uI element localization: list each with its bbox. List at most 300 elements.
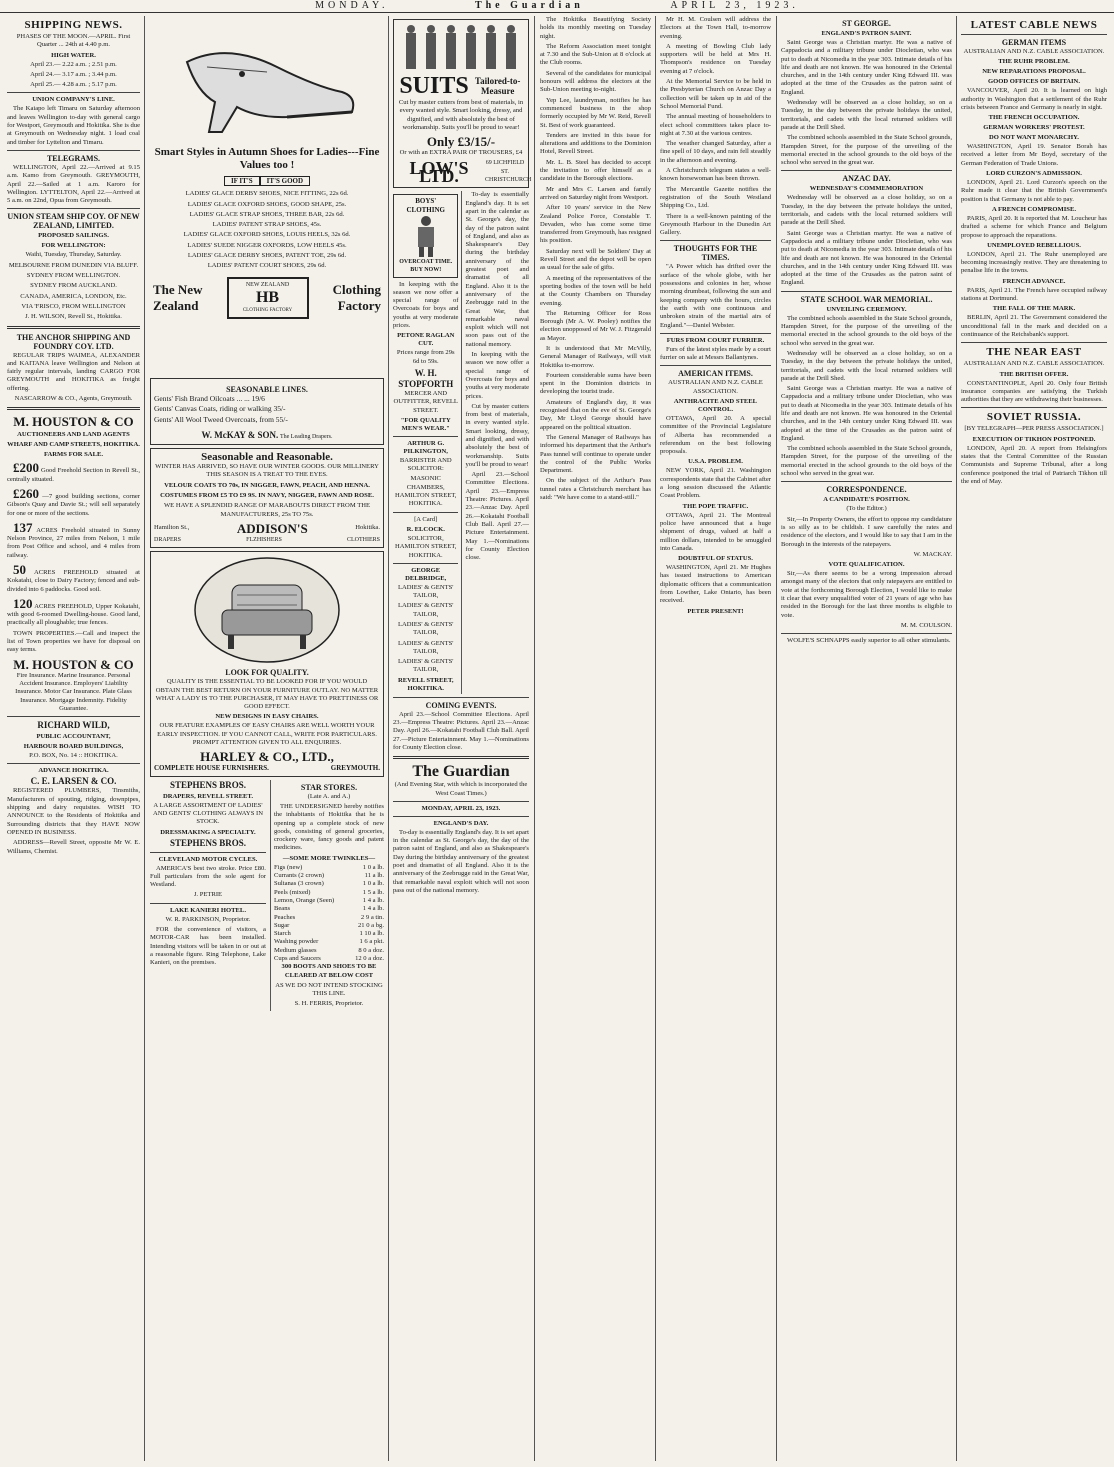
anzac-heading: ANZAC DAY.	[842, 174, 891, 184]
price-row	[274, 905, 384, 913]
lake-owner: W. R. PARKINSON, Proprietor.	[165, 915, 251, 923]
price-value: 1 4 a lb.	[362, 896, 384, 904]
star-proprietor: S. H. FERRIS, Proprietor.	[294, 1000, 364, 1008]
guardian-title: The Guardian	[412, 763, 510, 781]
addison-text: WINTER HAS ARRIVED, SO HAVE OUR WINTER GOODS. OUR MILLINERY THIS SEASON IS A TREAT TO THE EYES.	[155, 463, 379, 479]
price-list	[274, 864, 384, 964]
stopforth-subtitle: MERCER AND OUTFITTER, REVELL STREET.	[393, 389, 458, 414]
delbridge-line: LADIES' & GENTS' TAILOR,	[397, 658, 454, 674]
memorial-heading: STATE SCHOOL WAR MEMORIAL.	[800, 294, 933, 304]
thoughts-text: "A Power which has drifted over the surface of the whole globe, with her possessions and colonies in her, whose morning drumbeat, following the sun and keeping company with the hours, circles the earth with one continuous and unbroken strain of the martial airs of England."—Daniel Webster.	[660, 263, 771, 329]
price-row	[274, 930, 384, 938]
local-news: Yep Lee, laundryman, notifies he has commenced business in the shop formerly occupied by Mr W. Reid, Revell St. Best of work guaranteed.	[540, 96, 651, 129]
houston-subtitle: AUCTIONEERS AND LAND AGENTS	[17, 431, 130, 439]
advance-hokitika: ADVANCE HOKITIKA.	[38, 767, 109, 775]
advance-text: PARIS, April 21. The French have occupied railway stations at Dortmund.	[961, 286, 1107, 303]
unveiling-subtitle: UNVEILING CEREMONY.	[826, 305, 907, 313]
column-four	[537, 16, 654, 1461]
pilkington-subtitle: BARRISTER AND SOLICITOR:	[399, 456, 452, 473]
telegrams-heading: TELEGRAMS.	[46, 153, 101, 163]
uss-heading: UNION STEAM SHIP COY. OF NEW ZEALAND, LIMITED.	[7, 212, 140, 231]
anchor-heading: THE ANCHOR SHIPPING AND FOUNDRY COY. LTD.	[16, 332, 131, 351]
price-row	[274, 947, 384, 955]
furs-heading: FURS FROM COURT FURRIER.	[666, 336, 765, 344]
proposed-sailings: PROPOSED SAILINGS.	[38, 232, 109, 240]
mckay-name: W. McKAY & SON.	[201, 429, 279, 440]
suits-heading: SUITS	[399, 73, 469, 99]
lake-heading: LAKE KANIERI HOTEL.	[169, 906, 246, 914]
local-news: The Returning Officer for Ross Borough (Mr A. W. Pooley) notifies the election unopposed of Mr W. J. Fitzgerald as Mayor.	[540, 309, 651, 342]
unemployed-text: LONDON, April 21. The Ruhr unemployed are becoming increasingly restive. They are threatening to penalise life in the towns.	[961, 250, 1107, 275]
delbridge-name: GEORGE DELBRIDGE,	[405, 566, 447, 582]
armchair-illustration	[192, 555, 342, 665]
column-rule	[655, 16, 656, 1461]
price-row	[274, 922, 384, 930]
harley-designs: NEW DESIGNS IN EASY CHAIRS.	[215, 713, 319, 721]
star-stores-subtitle: (Late A. and A.)	[307, 792, 351, 800]
acres-120-text: ACRES FREEHOLD, Upper Kokatahi, with good 6-roomed Dwelling-house. Good land, practically all ploughable; true fences.	[7, 602, 140, 627]
sydney-wellington: SYDNEY FROM WELLINGTON.	[26, 272, 121, 280]
price-value: 1 10 a lb.	[359, 930, 384, 938]
men-illustration	[398, 23, 524, 73]
price-value: 1 6 a pkt.	[359, 938, 384, 946]
overcoat-time: OVERCOAT TIME. BUY NOW!	[399, 258, 453, 274]
column-advertisements	[147, 16, 387, 1461]
price-200-text: Good Freehold Section in Revell St., centrally situated.	[7, 467, 140, 483]
stephens-text: A LARGE ASSORTMENT OF LADIES' AND GENTS' CLOTHING ALWAYS IN STOCK.	[152, 801, 263, 826]
price-item: Sugar	[273, 921, 290, 929]
stephens-heading: STEPHENS BROS.	[169, 779, 246, 790]
mark-heading: THE FALL OF THE MARK.	[992, 305, 1076, 313]
addison-foot: FLZHISHERS	[246, 536, 282, 543]
moon-phase: PHASES OF THE MOON.—APRIL. First Quarter ... 24th at 4.40 p.m.	[16, 33, 131, 49]
addison-heading: Seasonable and Reasonable.	[201, 451, 333, 464]
tide-line: April 24.— 3.17 a.m. ; 3.44 p.m.	[30, 70, 117, 78]
local-news: The General Manager of Railways has informed his department that the Arthur's Pass tunnel will continue to operate under the control of the Public Works Department.	[540, 433, 651, 475]
usa-text: NEW YORK, April 21. Washington correspondents state that the Cabinet after a long session discussed the Atlantic Coast Problem.	[660, 467, 771, 500]
boots-clearance-2: AS WE DO NOT INTEND STOCKING THIS LINE.	[275, 981, 383, 998]
price-value: 1 0 a lb.	[362, 863, 384, 871]
tide-line: April 23.— 2.22 a.m. ; 2.51 p.m.	[30, 60, 117, 68]
shoe-item: LADIES' GLACE OXFORD SHOES, LOUIS HEELS, 32s 6d.	[183, 231, 351, 239]
cleveland-text: AMERICA'S best two stroke. Price £80. Full particulars from the sole agent for Westland.	[150, 864, 266, 889]
price-item: Figs (new)	[273, 863, 303, 871]
column-rule	[144, 16, 145, 1461]
card-label: [A Card]	[414, 515, 438, 523]
local-news: At the Memorial Service to be held in the Presbyterian Church on Anzac Day a collection will be taken up in aid of the School Memorial Fund.	[660, 78, 771, 110]
guardian-date: MONDAY, APRIL 23, 1923.	[421, 804, 501, 812]
harley-quality: LOOK FOR QUALITY.	[225, 668, 309, 678]
doubtful-text: WASHINGTON, April 21. Mr Hughes has issued instructions to American diplomatic officers that a communication from Lowther, Lake Ontario, has been received.	[660, 564, 771, 605]
lows-address: 69 LICHFIELD ST. CHRISTCHURCH	[485, 160, 532, 184]
addison-town: Hokitika.	[355, 524, 380, 532]
harbour-buildings: HARBOUR BOARD BUILDINGS,	[23, 743, 124, 751]
local-news: A Christchurch telegram states a well-known horsewoman has been thrown.	[660, 167, 771, 183]
overcoat-text: In keeping with the season we now offer a special range of Overcoats for boys and youths at very moderate prices.	[393, 280, 459, 330]
addison-foot: CLOTHIERS	[347, 536, 380, 543]
houston-heading-2: M. HOUSTON & CO	[13, 656, 134, 672]
memorial-text: Saint George was a Christian martyr. He was a native of Cappadocia and a military tribune under Diocletian, who was put to death at Nicomedia in the year 303. Intimate details of his life and death are not known. He was honoured in the Oriental churches, and in the 14th century under King Edward III. was adopted at the time of the Crusades as the patron saint of England.	[781, 385, 952, 442]
local-news: Fourteen considerable sums have been spent in the Dominion districts in developing the tourist trade.	[540, 371, 651, 396]
boys-clothing-box	[393, 194, 458, 277]
suits-text: Cut by master cutters from best of materials, in every wanted style. Smart looking, dressy, and dignified, and with absolutely the best of workmanship. Suits you'll be proud to wear!	[398, 99, 524, 131]
correspondence-signature: W. MACKAY.	[913, 550, 952, 558]
st-george-subtitle: ENGLAND'S PATRON SAINT.	[821, 30, 912, 37]
stopforth-tagline: "FOR QUALITY MEN'S WEAR."	[400, 416, 451, 432]
englands-day-heading: ENGLAND'S DAY.	[433, 819, 489, 827]
addison-maraboots: WE HAVE A SPLENDID RANGE OF MARABOUTS DIRECT FROM THE MANUFACTURERS, 25s TO 75s.	[163, 502, 371, 518]
town-properties: TOWN PROPERTIES.—Call and inspect the list of Town properties we have for disposal on easy terms.	[7, 629, 140, 654]
wolfe-ad: WOLFE'S SCHNAPPS easily superior to all other stimulants.	[787, 637, 951, 645]
delbridge-line: LADIES' & GENTS' TAILOR,	[397, 620, 454, 637]
local-news: Mr. L. B. Steel has decided to accept the invitation to offer himself as a candidate in the Borough elections.	[540, 158, 651, 183]
suits-extra: Or with an EXTRA PAIR OF TROUSERS, £4	[399, 149, 523, 157]
local-news: It is understood that Mr McVilly, General Manager of Railways, will visit Hokitika to-morrow.	[540, 344, 651, 369]
peter-heading: PETER PRESENT!	[687, 607, 744, 615]
anzac-subtitle: WEDNESDAY'S COMMEMORATION	[809, 185, 924, 193]
acres-137-text: ACRES Freehold situated in Sunny Nelson Province, 27 miles from Nelson, 1 mile from Post Office and school, and 4 miles from railway.	[7, 526, 140, 559]
elcock-subtitle: SOLICITOR, HAMILTON STREET, HOKITIKA.	[395, 534, 457, 559]
for-wellington: FOR WELLINGTON:	[41, 242, 106, 250]
houston-heading: M. HOUSTON & CO	[13, 414, 134, 430]
reparations-heading: NEW REPARATIONS PROPOSAL.	[982, 68, 1086, 76]
editorial-column-text: April 23.—School Committee Elections. April 23.—Empress Theatre: Pictures. April 23.—Anzac Day. April 26.—Kokatahi Football Club Ball. April 27.—Picture Entertainment. May 1.—Nominations for County Election close.	[465, 471, 529, 562]
union-line-text: The Kaiapo left Timaru on Saturday afternoon and leaves Wellington to-day with general cargo for Westport, Greymouth and Hokitika. She is due at Greymouth on Wednesday night. 1 load coal and timber for Lyttelton and Timaru.	[7, 105, 140, 146]
insurance-list: Fire Insurance. Marine Insurance. Personal Accident Insurance. Employers' Liability Insurance. Motor Car Insurance. Plate Glass Insurance. Mortgage Indemnity. Fidelity Guarantee.	[15, 671, 132, 712]
raglan-price: Prices range from 29s 6d to 59s.	[396, 349, 455, 365]
german-items-heading: GERMAN ITEMS	[1001, 38, 1067, 47]
price-item: Medium glasses	[273, 946, 317, 954]
usa-heading: U.S.A. PROBLEM.	[688, 458, 743, 466]
furs-text: Furs of the latest styles made by a court furrier on sale at Messrs Ballantynes.	[660, 345, 771, 362]
acres-50-text: ACRES FREEHOLD situated at Kokatahi, close to Dairy Factory; fenced and sub-divided into 6 paddocks. Good soil.	[7, 568, 140, 593]
price-item: Cups and Saucers	[273, 954, 321, 962]
vote-heading: VOTE QUALIFICATION.	[828, 561, 905, 569]
anzac-text: Saint George was a Christian martyr. He was a native of Cappadocia and a military tribune under Diocletian, who was put to death at Nicomedia in the year 303. Intimate details of his life and death are not known. He was honoured in the Oriental churches, and in the 14th century under King Edward III. was adopted at the time of the Crusades as the patron saint of England.	[781, 229, 952, 287]
local-news: A meeting of the representatives of the sporting bodies of the town will be held at the County Chambers on Thursday evening.	[540, 274, 651, 307]
seasonable-heading: SEASONABLE LINES.	[226, 385, 308, 394]
price-260-text: —7 good building sections, corner Gibson's Quay and Davie St.; will sell separately for one or more of the sections.	[7, 492, 140, 517]
price-value: 1 0 a lb.	[362, 880, 384, 888]
shipping-agent: J. H. WILSON, Revell St., Hokitika.	[25, 313, 122, 321]
good-offices-heading: GOOD OFFICES OF BRITAIN.	[988, 78, 1080, 86]
price-value: 1 4 a lb.	[362, 905, 384, 913]
shoe-item: LADIES' GLACE DERBY SHOES, PATENT TOE, 29s 6d.	[187, 252, 347, 260]
near-east-assoc: AUSTRALIAN AND N.Z. CABLE ASSOCIATION.	[963, 360, 1105, 368]
addison-foot: DRAPERS	[154, 536, 182, 543]
anzac-text: Wednesday will be observed as a close holiday, so on a Tuesday, in the day between the private holidays the united, territorials, and cadets with the local returned soldiers will parade at the Drill Shed.	[781, 194, 952, 227]
editorial-column-text: To-day is essentially England's day. It is set apart in the calendar as St. George's day, the day of the patron saint of England, and also as Shakespeare's Day during the birthday anniversary of the greatest poet and dramatist of all England. Also it is the anniversary of the Zeebrugge raid in the Great War, that remarkable naval exploit which will not soon pass out of the national memory.	[465, 191, 529, 348]
local-news: The Mercantile Gazette notifies the registration of the South Westland Shipping Co., Ltd.	[660, 185, 771, 210]
addison-advertisement	[150, 448, 384, 548]
doubtful-heading: DOUBTFUL OF STATUS.	[678, 555, 753, 563]
season-item: Gents' Canvas Coats, riding or walking 35/-	[154, 404, 286, 414]
addison-costumes: COSTUMES FROM £5 TO £9 9S. IN NAVY, NIGGER, FAWN AND ROSE.	[160, 492, 374, 500]
memorial-text: Wednesday will be observed as a close holiday, so on a Tuesday, in the day between the private holidays the united, territorials, and cadets with the local returned soldiers will parade at the Drill Shed.	[781, 349, 952, 382]
washington-text: WASHINGTON, April 19. Senator Borah has received a letter from Mr Boyd, secretary of the German Federation of Trade Unions.	[961, 143, 1107, 167]
local-news: Tenders are invited in this issue for alterations and additions to the Dominion Hotel, Revell Street.	[540, 131, 651, 156]
pope-heading: THE POPE TRAFFIC.	[682, 502, 749, 510]
correspondence-text: Sir,—In Property Owners, the effort to oppose my candidature is so silly as to be childish. I saw carefully the rates and residence of the electors, and I would like to say that I am in the Borough in the interests of the ratepayers.	[781, 515, 952, 548]
unemployed-heading: UNEMPLOYED REBELLIOUS.	[987, 241, 1081, 249]
shoe-tag-right: IT'S GOOD	[260, 176, 310, 186]
shoe-item: LADIES' SUEDE NIGGER OXFORDS, LOW HEELS 45s.	[187, 241, 347, 249]
local-news: Saturday next will be Soldiers' Day at Revell Street and the depot will be open as usual for the sale of gifts.	[540, 247, 651, 272]
price-value: 21 0 a bg.	[357, 921, 384, 929]
price-row	[274, 914, 384, 922]
price-item: Peels (mixed)	[273, 888, 311, 896]
twinkles-heading: —SOME MORE TWINKLES—	[282, 854, 376, 862]
american-items-heading: AMERICAN ITEMS.	[678, 369, 753, 379]
american-assoc: AUSTRALIAN AND N.Z. CABLE ASSOCIATION.	[668, 379, 763, 395]
mckay-tagline: The Leading Drapers.	[279, 433, 333, 440]
price-item: Lemon, Orange (Seen)	[273, 896, 335, 904]
stephens-dressmaking: DRESSMAKING A SPECIALTY.	[160, 828, 256, 836]
price-item: Peaches	[273, 913, 296, 921]
masthead-date: APRIL 23, 1923.	[670, 0, 799, 11]
local-news: A meeting of Bowling Club lady supporters will be held at Mrs H. Thompson's residence on Tuesday evening at 7 o'clock.	[660, 42, 771, 75]
anchor-text: REGULAR TRIPS WAIMEA, ALEXANDER and KAITANA leave Wellington and Nelson at fairly regular intervals, landing CARGO FOR GREYMOUTH and HOKITIKA as freight offering.	[7, 351, 140, 392]
union-line-heading: UNION COMPANY'S LINE.	[32, 96, 115, 104]
price-row	[274, 955, 384, 963]
nz-left-2: Zealand	[153, 297, 199, 313]
high-water-heading: HIGH WATER.	[51, 51, 96, 59]
nz-badge-logo: HB	[255, 288, 280, 306]
shoe-headline: Smart Styles in Autumn Shoes for Ladies---Fine Values too !	[154, 146, 380, 171]
larsen-address: ADDRESS—Revell Street, opposite Mr W. E. Williams, Chemist.	[7, 839, 140, 855]
st-george-text: Saint George was a Christian martyr. He was a native of Cappadocia and a military tribune under Diocletian, who was put to death at Nicomedia in the year 303. Intimate details of his life and death are not known. He was honoured in the Oriental churches, and in the 14th century under King Edward III. was adopted at the time of the Crusades as the patron saint of England.	[781, 39, 952, 96]
addison-velour: VELOUR COATS TO 70s, IN NIGGER, FAWN, PEACH, AND HENNA.	[164, 481, 370, 489]
masthead-title: The Guardian	[474, 0, 584, 11]
shoe-tag-left: IF IT'S	[224, 176, 260, 186]
local-news: Mr and Mrs C. Larsen and family arrived on Saturday night from Westport.	[540, 185, 651, 201]
price-item: Currants (2 crown)	[273, 872, 325, 880]
coming-events-text: April 23.—School Committee Elections. April 23.—Empress Theatre: Pictures. April 23.—Anzac Day. April 26.—Kokatahi Football Club Ball. April 27.—Picture Entertainment. May 1.—Nominations for County Election close.	[393, 710, 529, 751]
shoe-item: LADIES' PATENT STRAP SHOES, 45s.	[212, 221, 322, 229]
lows-name: LOW'S LTD.	[409, 157, 469, 186]
column-rule	[388, 16, 389, 1461]
memorial-text: The combined schools assembled in the State School grounds, Hampden Street, for the purpose of the unveiling of the memorial erected in the school grounds to the old boys of the school who served in the great war.	[781, 314, 952, 347]
correspondence-heading: CORRESPONDENCE.	[826, 485, 907, 495]
column-shipping	[4, 16, 143, 1461]
soviet-text: LONDON, April 20. A report from Helsingfors states that the Central Committee of the Russian Communists and Supreme Tribunal, after a long conference postponed the trial of Patriarch Tikhon till the end of May.	[961, 444, 1107, 485]
acres-50: 50	[13, 561, 26, 577]
column-three	[390, 16, 532, 1461]
column-rule	[776, 16, 777, 1461]
anchor-agents: NASCARROW & CO., Agents, Greymouth.	[14, 395, 133, 403]
price-item: Starch	[273, 930, 291, 938]
telegrams-text: WELLINGTON, April 22.—Arrived at 9.15 a.m. Kamo from Greymouth. GREYMOUTH, April 22.—Sailed at 1 a.m. Karoro for Wellington. LYTTELTON, April 22.—Arrived at 5 a.m. on 22nd, Opua from Greymouth.	[7, 163, 140, 205]
larsen-heading: C. E. LARSEN & CO.	[30, 776, 117, 787]
near-east-text: CONSTANTINOPLE, April 20. Only four British insurance companies are satisfying the Turkish authorities that they are withdrawing their businesses.	[961, 379, 1107, 404]
harley-subtitle: COMPLETE HOUSE FURNISHERS.	[154, 764, 269, 773]
nz-right-1: Clothing	[332, 281, 381, 297]
column-seven	[958, 16, 1110, 1461]
delbridge-address: REVELL STREET, HOKITIKA.	[397, 676, 454, 692]
boy-illustration	[406, 214, 446, 258]
vote-signature: M. M. COULSON.	[900, 621, 952, 629]
mark-text: BERLIN, April 21. The Government considered the unconditional fall in the mark and decided on a continuance of the Reichsbank's support.	[961, 314, 1107, 338]
curzon-heading: LORD CURZON'S ADMISSION.	[986, 170, 1082, 178]
near-east-heading: THE NEAR EAST	[986, 346, 1082, 359]
price-item: Sultanas (3 crown)	[273, 880, 324, 888]
season-item: Gents' Fish Brand Oilcoats ... ... 19/6	[154, 394, 265, 403]
houston-address: WHARF AND CAMP STREETS, HOKITIKA.	[7, 441, 140, 449]
editorial-column-text: In keeping with the season we now offer a special range of Overcoats for boys and youths at very moderate prices.	[465, 351, 530, 400]
harley-town: GREYMOUTH.	[330, 764, 380, 773]
shoe-item: LADIES' GLACE STRAP SHOES, THREE BAR, 22s 6d.	[189, 210, 345, 218]
lake-text: FOR the convenience of visitors, a MOTOR-CAR has been installed. Intending visitors will be taken in or out at a reasonable figure. Ring Telephone, Lake Kanieri, on the premises.	[150, 926, 266, 967]
po-box: P.O. BOX, No. 14 :: HOKITIKA.	[29, 752, 118, 760]
local-news: Several of the candidates for municipal honours will address the electors at the Sub-Union meeting to-night.	[540, 69, 651, 94]
editorial-text: To-day is essentially England's day. It is set apart in the calendar as St. George's day, the day of the patron saint of England, and also as Shakespeare's Day during the birthday anniversary of the greatest poet and dramatist of all England. Also it is the anniversary of the Zeebrugge raid in the Great War, that remarkable naval exploit which will not soon pass out of the national memory.	[393, 828, 529, 894]
stephens-subtitle: DRAPERS, REVELL STREET.	[162, 792, 253, 800]
vote-text: Sir,—As there seems to be a wrong impression abroad amongst many of the electors that only ratepayers are entitled to vote at the forthcoming Borough Election, I would like to make it clear that every unqualified voter of 21 years of age who has resided in the Borough for the last three months is eligible to vote.	[781, 570, 952, 619]
local-news: After 10 years' service in the New Zealand Police Force, Constable T. Devaden, who has come some time transferred from Greymouth, has resigned his position.	[540, 204, 651, 245]
shoe-item: LADIES' PATENT COURT SHOES, 29s 6d.	[207, 262, 327, 270]
local-news: Amateurs of England's day, it was recognised that on the eve of St. George's Day, Mr Lloyd George should have appeared on the political situation.	[540, 398, 651, 431]
acres-137: 137	[13, 519, 33, 535]
shipping-heading: SHIPPING NEWS.	[24, 19, 123, 31]
price-row	[274, 872, 384, 880]
delbridge-line: LADIES' & GENTS' TAILOR,	[397, 639, 454, 655]
compromise-text: PARIS, April 20. It is reported that M. Loucheur has drafted a scheme for which France and Belgium propose to approach the reparations.	[961, 214, 1107, 239]
cleveland-agent: J. PETRIE	[193, 891, 223, 899]
star-stores-heading: STAR STORES.	[300, 782, 358, 792]
occupation-heading: THE FRENCH OCCUPATION.	[988, 114, 1080, 122]
correspondence-subtitle: A CANDIDATE'S POSITION.	[823, 496, 910, 504]
addison-name: ADDISON'S	[236, 520, 308, 536]
delbridge-line: LADIES' & GENTS' TAILOR,	[397, 583, 454, 600]
price-260: £260	[13, 485, 39, 501]
shoe-advertisement	[150, 19, 384, 375]
cleveland-heading: CLEVELAND MOTOR CYCLES.	[158, 855, 258, 863]
local-news: The weather changed Saturday, after a fine spell of 10 days, and rain fell steadily in the afternoon and evening.	[660, 140, 771, 164]
nz-badge-top: NEW ZEALAND	[245, 281, 290, 288]
guardian-subtitle: (And Evening Star, with which is incorporated the West Coast Times.)	[394, 781, 528, 797]
harley-advertisement	[150, 551, 384, 776]
suits-advertisement	[393, 19, 532, 188]
mckay-advertisement	[150, 378, 384, 445]
ottawa-heading: ANTHRACITE AND STEEL CONTROL.	[673, 397, 758, 413]
star-stores-text: THE UNDERSIGNED hereby notifies the inhabitants of Hokitika that he is opening up a complete stock of new goods, consisting of general groceries, crockery ware, fancy goods and patent medicines.	[273, 802, 384, 852]
pilkington-name: ARTHUR G. PILKINGTON,	[403, 439, 448, 455]
column-six	[778, 16, 955, 1461]
shoe-item: LADIES' GLACE DERBY SHOES, NICE FITTING, 22s 6d.	[185, 190, 349, 198]
price-value: 11 a lb.	[364, 872, 384, 880]
price-200: £200	[13, 460, 39, 476]
canada-route: CANADA, AMERICA, LONDON, Etc.	[20, 292, 127, 300]
suits-price: Only £3/15/-	[426, 134, 496, 150]
price-item: Beans	[273, 905, 291, 913]
wild-heading: RICHARD WILD,	[37, 720, 110, 731]
price-row	[274, 897, 384, 905]
coming-events-heading: COMING EVENTS.	[425, 700, 497, 710]
local-news: On the subject of the Arthur's Pass tunnel rates a Christchurch merchant has said: "We have come to a stand-still."	[540, 477, 651, 502]
column-five	[657, 16, 774, 1461]
ruhr-heading: THE RUHR PROBLEM.	[998, 58, 1070, 66]
german-workers-heading: GERMAN WORKERS' PROTEST.	[983, 124, 1085, 132]
price-row	[274, 938, 384, 946]
thoughts-heading: THOUGHTS FOR THE TIMES.	[673, 244, 758, 263]
local-news: The Hokitika Beautifying Society holds its monthly meeting on Tuesday night.	[540, 16, 651, 40]
column-rule	[534, 16, 535, 1461]
nz-badge-bottom: CLOTHING FACTORY	[242, 307, 293, 313]
price-value: 1 5 a lb.	[362, 888, 384, 896]
season-item: Gents' All Wool Tweed Overcoats, from 55/-	[154, 414, 288, 424]
local-news: Mr H. M. Coulsen will address the Electors at the Town Hall, to-morrow evening.	[660, 16, 771, 40]
price-item: Washing powder	[273, 938, 319, 946]
latest-cable-heading: LATEST CABLE NEWS	[970, 19, 1098, 31]
melbourne-route: MELBOURNE FROM DUNEDIN VIA BLUFF.	[8, 261, 139, 269]
german-assoc: AUSTRALIAN AND N.Z. CABLE ASSOCIATION.	[963, 48, 1105, 55]
raglan-heading: PETONE RAGLAN CUT.	[397, 332, 455, 348]
price-row	[274, 889, 384, 897]
ruhr-text: VANCOUVER, April 20. It is learned on high authority in Washington that a settlement of the Ruhr crisis between France and Germany is nearly in sight.	[961, 87, 1107, 111]
local-news: The Reform Association meet tonight at 7.30 and the Sub-Union at 8 o'clock at the Club rooms.	[540, 42, 651, 67]
ottawa-text: OTTAWA, April 20. A special committee of the Provincial Legislature of Alberta has recommended a referendum on the best following proposals.	[660, 414, 771, 456]
farms-heading: FARMS FOR SALE.	[43, 451, 104, 459]
curzon-text: LONDON, April 21. Lord Curzon's speech on the Ruhr made it clear that the British Government's position is that Germany is not able to pay.	[961, 179, 1107, 203]
soviet-assoc: [BY TELEGRAPH—PER PRESS ASSOCIATION.]	[964, 425, 1104, 433]
price-row	[274, 864, 384, 872]
near-east-subtitle: THE BRITISH OFFER.	[999, 370, 1069, 378]
delbridge-line: LADIES' & GENTS' TAILOR,	[397, 602, 454, 618]
local-news: The annual meeting of householders to elect school committees takes place to-night at 7.30 at the various centres.	[660, 113, 771, 137]
boys-clothing: BOYS' CLOTHING	[406, 197, 445, 214]
local-news: There is a well-known painting of the Greymouth Harbour in the Dunedin Art Gallery.	[660, 212, 771, 237]
compromise-heading: A FRENCH COMPROMISE.	[991, 205, 1077, 213]
shoe-illustration	[167, 22, 367, 142]
price-value: 12 0 a doz.	[355, 954, 384, 962]
correspondence-to: (To the Editor.)	[846, 505, 887, 513]
nz-left-1: The New	[153, 281, 203, 297]
pilkington-address: MASONIC CHAMBERS, HAMILTON STREET, HOKITIKA.	[395, 475, 457, 508]
addison-street: Hamilton St.,	[154, 524, 190, 532]
advance-heading: FRENCH ADVANCE.	[1002, 277, 1066, 285]
wild-subtitle: PUBLIC ACCOUNTANT,	[36, 733, 111, 741]
memorial-text: The combined schools assembled in the State School grounds, Hampden Street, for the purpose of the unveiling of the memorial erected in the school grounds to the old boys of the school who served in the great war.	[781, 445, 952, 478]
st-george-text: Wednesday will be observed as a close holiday, so on a Tuesday, in the day between the private holidays the united, territorials, and cadets with the local returned soldiers will parade at the Drill Shed.	[781, 99, 952, 131]
boots-clearance: 300 BOOTS AND SHOES TO BE CLEARED AT BELOW COST	[281, 963, 377, 979]
price-row	[274, 880, 384, 888]
no-monarchy-heading: DO NOT WANT MONARCHY.	[989, 134, 1079, 142]
shoe-item: LADIES' GLACE OXFORD SHOES, GOOD SHAPE, 25s.	[187, 200, 347, 208]
execution-heading: EXECUTION OF TIKHON POSTPONED.	[972, 435, 1096, 443]
masthead-day: MONDAY.	[315, 0, 389, 11]
stephens-heading-2: STEPHENS BROS.	[169, 837, 246, 848]
harley-text: QUALITY IS THE ESSENTIAL TO BE LOOKED FOR IF YOU WOULD OBTAIN THE BEST RETURN ON YOUR FURNITURE OUTLAY. NO MATTER WHAT A LADY IS TO THE PURCHASER, IT MAY HAVE TO PRETTINESS OR GOOD EFFECT.	[155, 678, 379, 711]
sydney-auckland: SYDNEY FROM AUCKLAND.	[30, 282, 117, 290]
frisco-route: VIA 'FRISCO, FROM WELLINGTON	[21, 302, 126, 310]
tide-line: April 25.— 4.28 a.m. ; 5.17 p.m.	[30, 81, 117, 89]
nz-right-2: Factory	[337, 297, 381, 313]
editorial-column-text: Cut by master cutters from best of materials, in every wanted style. Smart looking, dressy, and dignified, and with absolutely the best of workmanship. Suits you'll be proud to wear!	[465, 402, 529, 468]
suits-tailored: Tailored-to-Measure	[474, 76, 521, 96]
st-george-heading: ST GEORGE.	[842, 19, 891, 28]
stopforth-name: W. H. STOPFORTH	[398, 367, 454, 389]
masthead	[0, 0, 1114, 13]
st-george-text: The combined schools assembled in the State School grounds, Hampden Street, for the purpose of the unveiling of the memorial erected in the school grounds to the old boys of the school who served in the great war.	[781, 134, 952, 167]
larsen-text: REGISTERED PLUMBERS, Tinsmiths, Manufacturers of spouting, ridging, downpipes, shipping and dairy requisites. WISH TO ANNOUNCE to the Residents of Hokitika and Surrounding districts that they HAVE NOW OPENED IN BUSINESS.	[7, 787, 140, 836]
column-rule	[956, 16, 957, 1461]
harley-designs-text: OUR FEATURE EXAMPLES OF EASY CHAIRS ARE WELL WORTH YOUR EARLY INSPECTION. IF YOU CANNOT CALL, WRITE FOR PARTICULARS. PROMPT ATTENTION GIVEN TO ALL ENQUIRIES.	[157, 722, 377, 747]
soviet-heading: SOVIET RUSSIA.	[986, 411, 1082, 424]
elcock-name: R. ELCOCK.	[406, 525, 445, 533]
price-value: 2 9 a tin.	[360, 913, 384, 921]
wellington-days: Waihi, Tuesday, Thursday, Saturday.	[25, 251, 122, 259]
acres-120: 120	[13, 595, 33, 611]
